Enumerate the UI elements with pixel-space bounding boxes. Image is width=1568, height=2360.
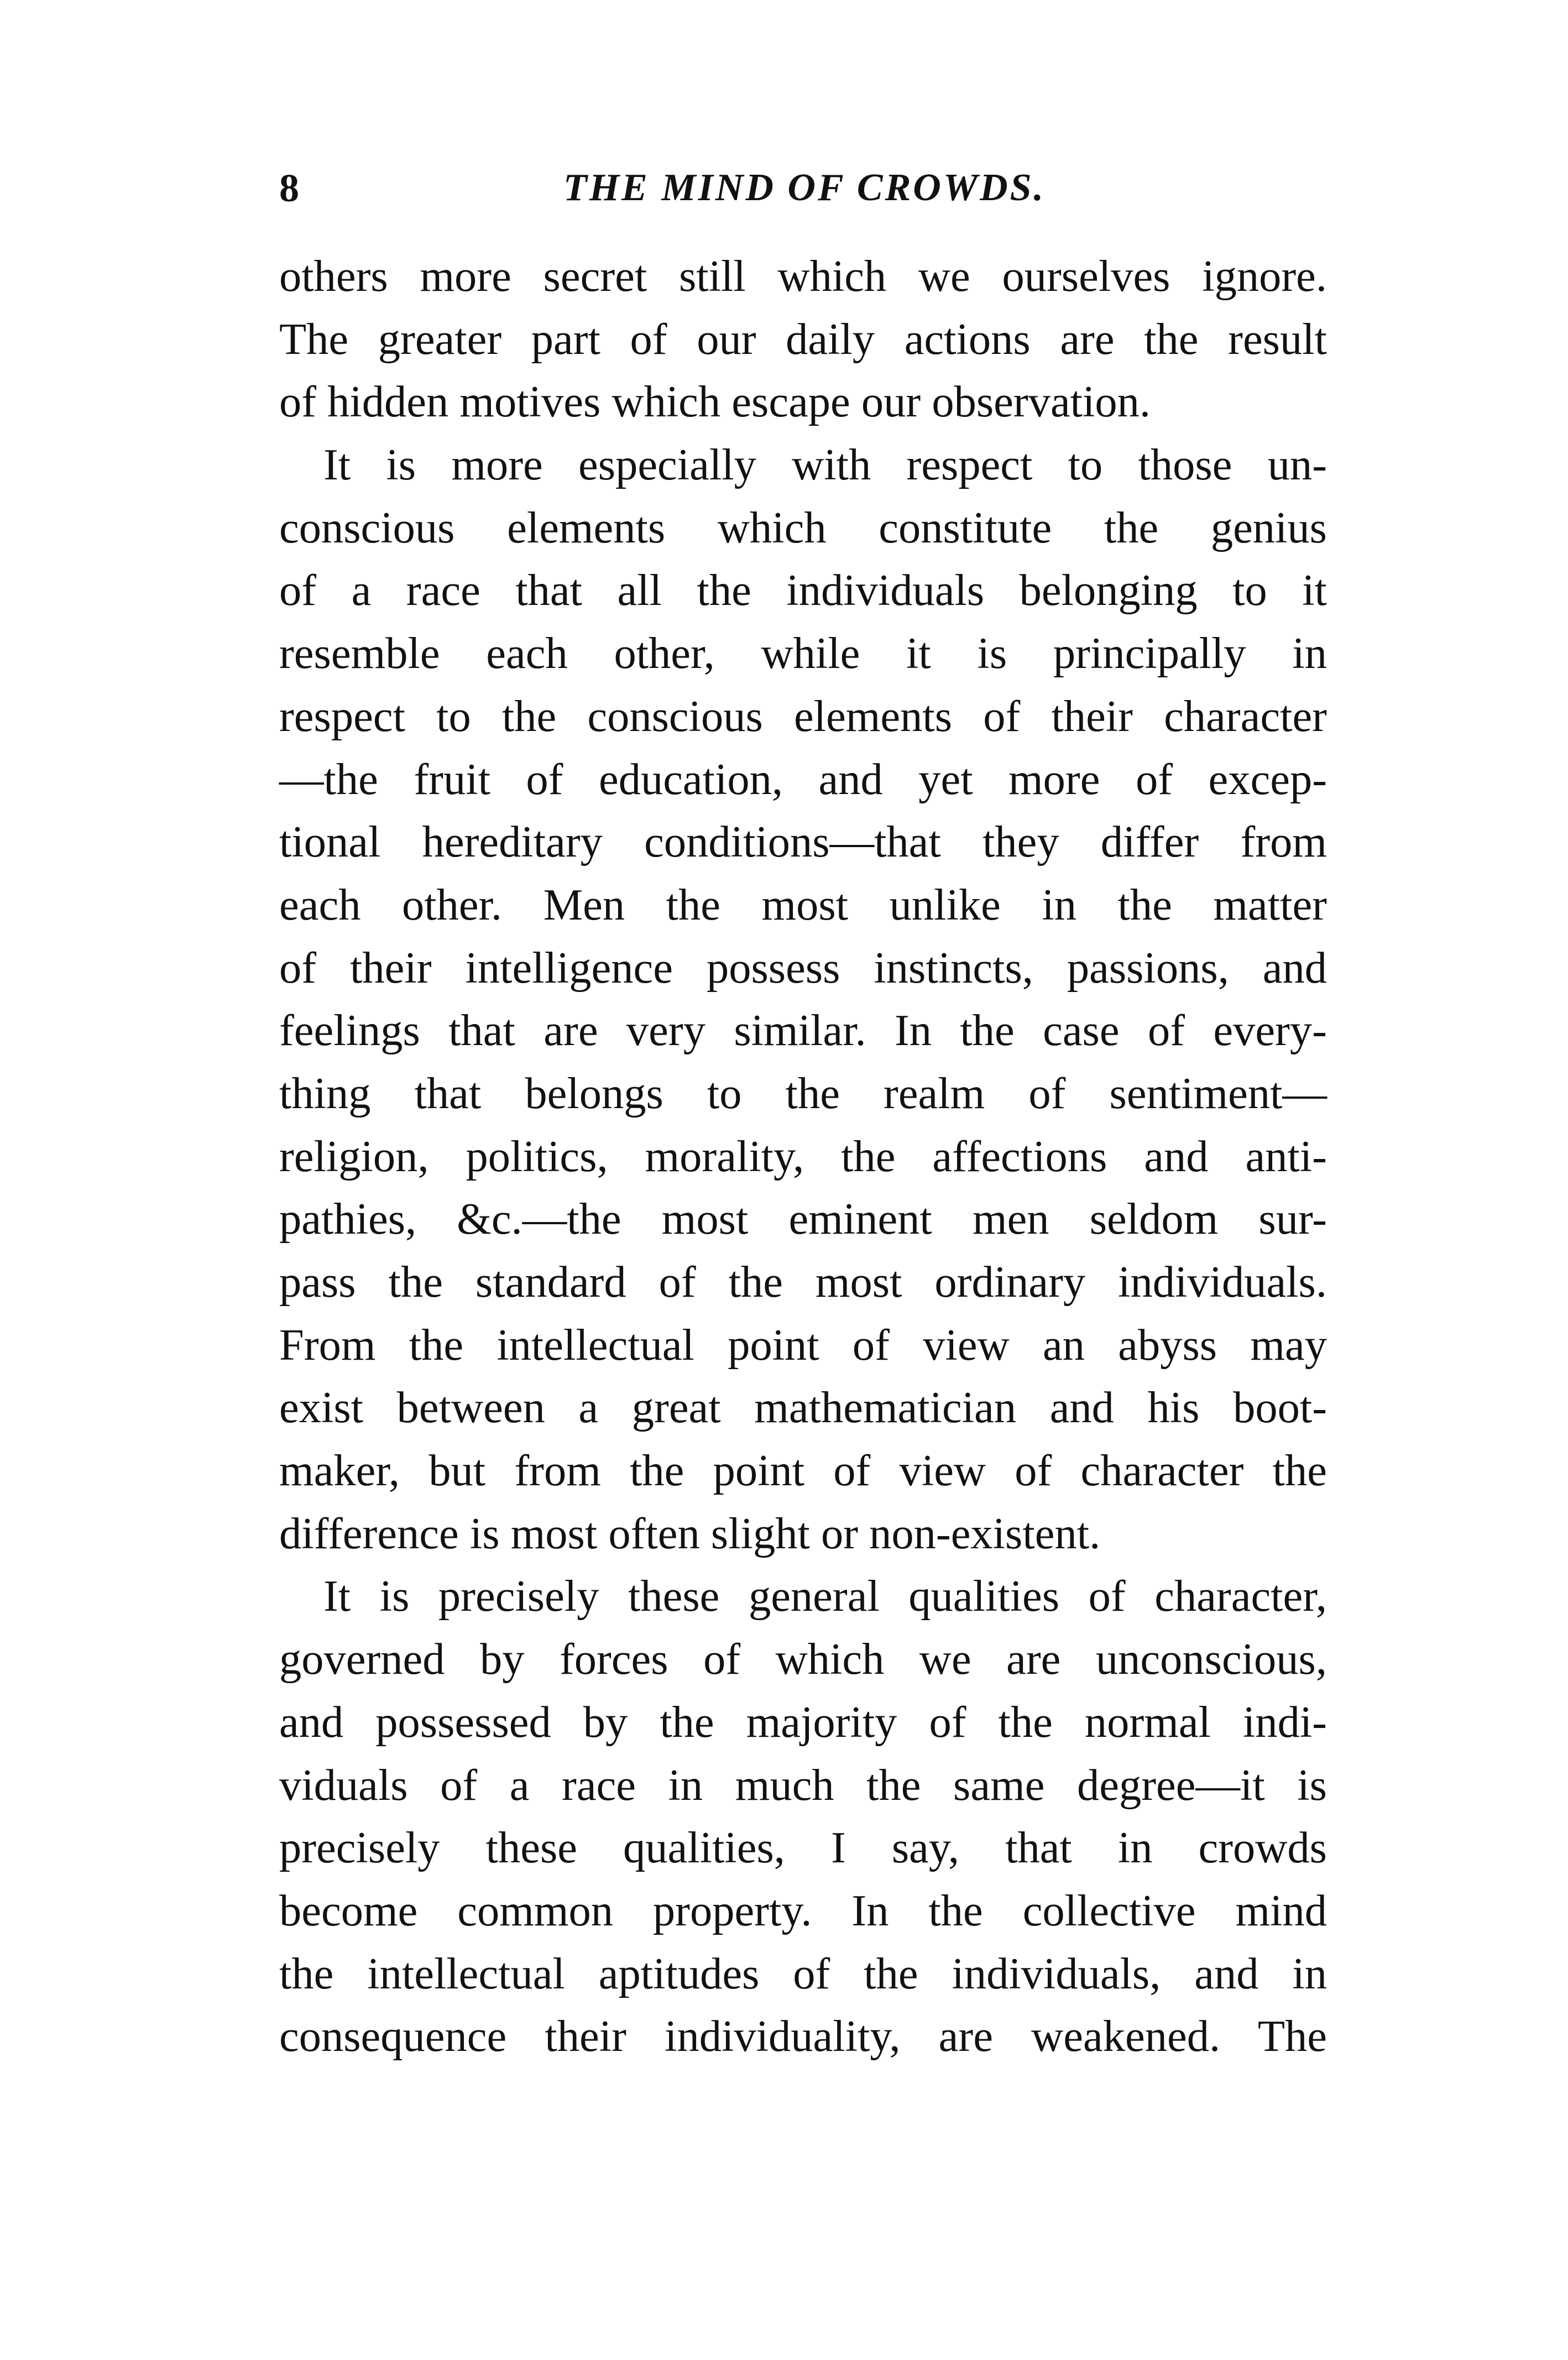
paragraph — [279, 245, 1327, 434]
text-line: the intellectual aptitudes of the individuals, and in — [279, 1949, 1327, 1998]
text-line: feelings that are very similar. In the case of every- — [279, 1006, 1327, 1056]
text-line: conscious elements which constitute the genius — [279, 503, 1327, 552]
body-text — [279, 245, 1327, 2068]
text-line: The greater part of our daily actions are the result — [279, 314, 1327, 364]
text-line: respect to the conscious elements of their character — [279, 691, 1327, 741]
page-number: 8 — [279, 166, 299, 210]
text-line: and possessed by the majority of the normal indi- — [279, 1697, 1327, 1747]
text-line: consequence their individuality, are weakened. The — [279, 2012, 1327, 2061]
text-line: others more secret still which we ourselves ignore. — [279, 252, 1327, 301]
text-line: each other. Men the most unlike in the matter — [279, 880, 1327, 930]
text-line: thing that belongs to the realm of sentiment— — [279, 1068, 1327, 1118]
text-line: pathies, &c.—the most eminent men seldom sur- — [279, 1194, 1327, 1244]
text-line: of their intelligence possess instincts, passions, and — [279, 943, 1327, 993]
text-line: of hidden motives which escape our observation. — [279, 377, 1151, 427]
text-line: religion, politics, morality, the affections and anti- — [279, 1131, 1327, 1181]
text-line: maker, but from the point of view of character the — [279, 1446, 1327, 1496]
text-line: difference is most often slight or non-existent. — [279, 1508, 1101, 1558]
text-line: tional hereditary conditions—that they differ from — [279, 817, 1327, 867]
paragraph — [279, 1565, 1327, 2068]
text-line: precisely these qualities, I say, that in crowds — [279, 1823, 1327, 1873]
running-title: THE MIND OF CROWDS. — [563, 166, 1046, 209]
text-line: It is precisely these general qualities of character, — [323, 1571, 1327, 1621]
text-line: pass the standard of the most ordinary individuals. — [279, 1257, 1327, 1307]
text-line: viduals of a race in much the same degree—it is — [279, 1760, 1327, 1810]
text-line: exist between a great mathematician and his boot- — [279, 1383, 1327, 1433]
running-head — [279, 155, 1330, 221]
text-line: resemble each other, while it is principally in — [279, 629, 1327, 678]
text-line: It is more especially with respect to those un- — [323, 440, 1327, 490]
text-line: of a race that all the individuals belonging to it — [279, 566, 1327, 615]
text-line: governed by forces of which we are unconscious, — [279, 1635, 1327, 1684]
text-line: become common property. In the collective mind — [279, 1886, 1327, 1935]
text-line: —the fruit of education, and yet more of excep- — [279, 754, 1327, 804]
paragraph — [279, 434, 1327, 1565]
text-line: From the intellectual point of view an abyss may — [279, 1320, 1327, 1370]
